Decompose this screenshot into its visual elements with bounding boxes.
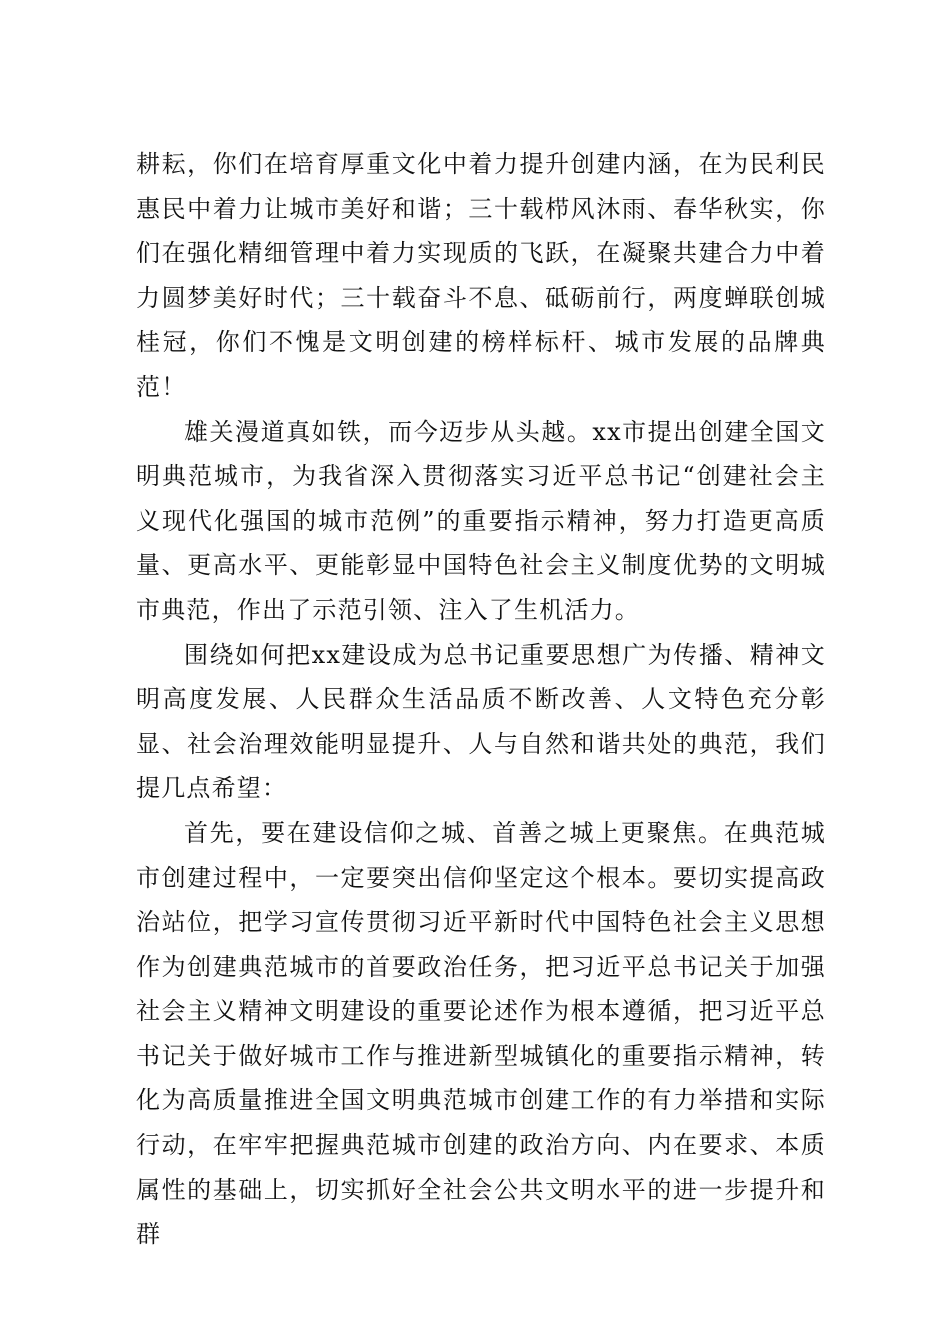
document-body bbox=[136, 142, 826, 1257]
paragraph-2: 雄关漫道真如铁，而今迈步从头越。xx市提出创建全国文明典范城市，为我省深入贯彻落实习近平总书记“创建社会主义现代化强国的城市范例”的重要指示精神，努力打造更高质量、更高水平、更能彰显中国特色社会主义制度优势的文明城市典范，作出了示范引领、注入了生机活力。 bbox=[136, 417, 826, 624]
paragraph-4: 首先，要在建设信仰之城、首善之城上更聚焦。在典范城市创建过程中，一定要突出信仰坚定这个根本。要切实提高政治站位，把学习宣传贯彻习近平新时代中国特色社会主义思想作为创建典范城市的首要政治任务，把习近平总书记关于加强社会主义精神文明建设的重要论述作为根本遵循，把习近平总书记关于做好城市工作与推进新型城镇化的重要指示精神，转化为高质量推进全国文明典范城市创建工作的有力举措和实际行动，在牢牢把握典范城市创建的政治方向、内在要求、本质属性的基础上，切实抓好全社会公共文明水平的进一步提升和群 bbox=[136, 818, 826, 1249]
paragraph-3: 围绕如何把xx建设成为总书记重要思想广为传播、精神文明高度发展、人民群众生活品质不断改善、人文特色充分彰显、社会治理效能明显提升、人与自然和谐共处的典范，我们提几点希望： bbox=[136, 640, 826, 803]
paragraph-continued: 耕耘，你们在培育厚重文化中着力提升创建内涵，在为民利民惠民中着力让城市美好和谐；三十载栉风沐雨、春华秋实，你们在强化精细管理中着力实现质的飞跃，在凝聚共建合力中着力圆梦美好时代；三十载奋斗不息、砥砺前行，两度蝉联创城桂冠，你们不愧是文明创建的榜样标杆、城市发展的品牌典范！ bbox=[136, 150, 826, 401]
